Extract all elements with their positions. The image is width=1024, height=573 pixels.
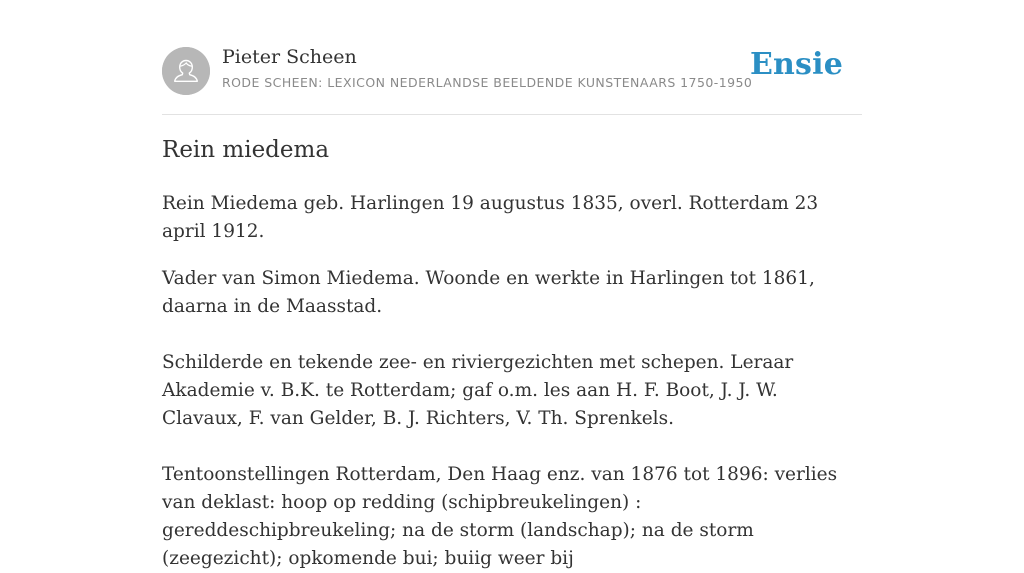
paragraph-exhibitions: Tentoonstellingen Rotterdam, Den Haag enz. van 1876 tot 1896: verlies van deklast: hoop op redding (schipbreukelingen) : gereddeschipbreukeling; na de storm (landschap); na de storm (zeegezicht); opkomende bui; buiig weer bij [162, 464, 838, 569]
page-container [162, 0, 862, 569]
user-silhouette-icon [162, 47, 210, 95]
author-name[interactable]: Pieter Scheen [222, 46, 357, 68]
article-body [162, 190, 862, 573]
user-avatar-icon[interactable] [162, 47, 210, 95]
article-title: Rein miedema [162, 137, 330, 163]
paragraph-birth-death: Rein Miedema geb. Harlingen 19 augustus 1835, overl. Rotterdam 23 april 1912. [162, 193, 819, 242]
paragraph-work: Schilderde en tekende zee- en riviergezichten met schepen. Leraar Akademie v. B.K. te Rotterdam; gaf o.m. les aan H. F. Boot, J. J. W. Clavaux, F. van Gelder, B. J. Richters, V. Th. Sprenkels. [162, 352, 794, 429]
paragraph-family: Vader van Simon Miedema. Woonde en werkte in Harlingen tot 1861, daarna in de Maasstad. [162, 268, 815, 317]
source-label[interactable]: RODE SCHEEN: LEXICON NEDERLANDSE BEELDENDE KUNSTENAARS 1750-1950 [222, 75, 753, 90]
ensie-logo[interactable]: Ensie [749, 47, 843, 82]
article-header [162, 0, 862, 115]
